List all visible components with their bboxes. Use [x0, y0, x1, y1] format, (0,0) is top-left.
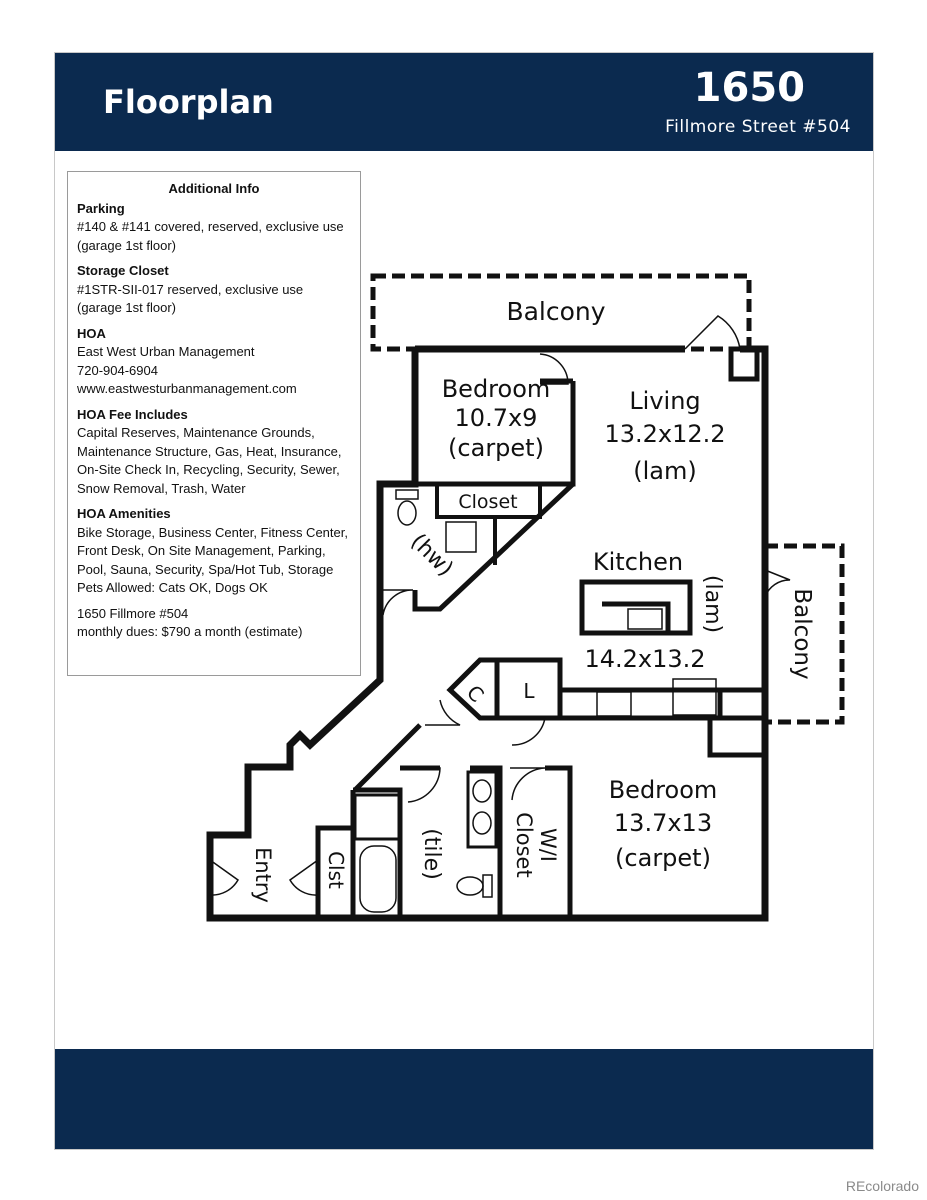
- door-swing-hall: [425, 700, 460, 725]
- door-swing-clst: [290, 860, 318, 895]
- label-closet-c: C: [461, 680, 489, 708]
- label-bedroom2-floor: (carpet): [615, 844, 711, 872]
- info-heading: HOA Fee Includes: [77, 406, 188, 422]
- label-bedroom1-name: Bedroom: [441, 375, 551, 403]
- label-kitchen-name: Kitchen: [592, 548, 684, 576]
- page-title: Floorplan: [103, 83, 274, 121]
- info-line: monthly dues: $790 a month (estimate): [77, 624, 303, 639]
- fridge-block: [710, 718, 765, 755]
- label-clst: Clst: [324, 851, 348, 889]
- toilet-tank-hall: [396, 490, 418, 499]
- toilet-tank-bath: [483, 875, 492, 897]
- info-heading: HOA: [77, 325, 106, 341]
- vanity: [468, 772, 496, 847]
- label-living-name: Living: [629, 387, 701, 415]
- toilet-hall: [398, 501, 416, 525]
- door-swing-balcony-side: [765, 570, 790, 597]
- info-line: 720-904-6904: [77, 362, 158, 378]
- door-swing-entry: [210, 860, 238, 895]
- fridge: [673, 679, 716, 715]
- sink-bath-1: [473, 780, 491, 802]
- door-swing-bedroom2: [512, 718, 545, 745]
- info-heading: Parking: [77, 200, 125, 216]
- street-number: 1650: [693, 65, 805, 111]
- kitchen-sink: [628, 609, 662, 629]
- info-line: Capital Reserves, Maintenance Grounds,: [77, 425, 315, 440]
- label-living-floor: (lam): [633, 457, 697, 485]
- info-heading: Storage Closet: [77, 263, 169, 278]
- info-line: (garage 1st floor): [77, 237, 176, 253]
- door-swing-hw: [383, 590, 413, 615]
- info-line: (garage 1st floor): [77, 300, 176, 315]
- label-living-size: 13.2x12.2: [604, 420, 726, 448]
- door-swing-bath: [405, 768, 440, 802]
- column: [731, 349, 757, 379]
- label-pantry-l: L: [523, 679, 535, 703]
- label-closet: Closet: [458, 491, 518, 513]
- info-title: Additional Info: [168, 181, 260, 196]
- label-balcony-side: Balcony: [789, 588, 815, 680]
- label-balcony-top: Balcony: [506, 297, 606, 326]
- info-line: Bike Storage, Business Center, Fitness Center,: [77, 524, 348, 540]
- info-line: Pool, Sauna, Security, Spa/Hot Tub, Storage: [77, 561, 334, 577]
- toilet-bath: [457, 877, 483, 895]
- info-heading: HOA Amenities: [77, 506, 171, 521]
- info-line: East West Urban Management: [77, 344, 255, 359]
- label-hw: (hw): [405, 529, 458, 582]
- watermark: REcolorado: [845, 1178, 919, 1194]
- label-bedroom2-name: Bedroom: [608, 776, 718, 804]
- sink-hall: [446, 522, 476, 552]
- label-kitchen-size: 14.2x13.2: [584, 645, 706, 673]
- info-line: Pets Allowed: Cats OK, Dogs OK: [77, 580, 268, 595]
- kitchen-island: [582, 582, 690, 633]
- door-swing-balcony: [685, 316, 740, 349]
- info-line: #140 & #141 covered, reserved, exclusive use: [77, 219, 344, 234]
- label-kitchen-floor: (lam): [700, 574, 725, 634]
- street-address: Fillmore Street #504: [665, 117, 851, 137]
- label-wi-closet-2: Closet: [512, 812, 536, 878]
- info-line: www.eastwesturbanmanagement.com: [77, 381, 297, 396]
- range: [597, 692, 631, 716]
- info-line: 1650 Fillmore #504: [77, 605, 189, 621]
- label-bedroom1-floor: (carpet): [448, 434, 544, 462]
- label-entry: Entry: [251, 847, 275, 903]
- label-wi-closet-1: W/I: [536, 827, 560, 863]
- info-line: Front Desk, On Site Management, Parking,: [77, 543, 326, 558]
- door-swing-wi: [510, 768, 545, 800]
- info-line: Maintenance Structure, Gas, Heat, Insurance,: [77, 443, 342, 459]
- label-bedroom2-size: 13.7x13: [613, 809, 713, 837]
- label-tile: (tile): [419, 828, 444, 880]
- label-bedroom1-size: 10.7x9: [454, 404, 538, 432]
- sink-bath-2: [473, 812, 491, 834]
- bathtub: [360, 846, 396, 912]
- shower: [355, 795, 399, 839]
- info-line: On-Site Check In, Recycling, Security, Sewer,: [77, 462, 340, 477]
- info-line: #1STR-SII-017 reserved, exclusive use: [77, 281, 304, 297]
- info-line: Snow Removal, Trash, Water: [77, 480, 246, 496]
